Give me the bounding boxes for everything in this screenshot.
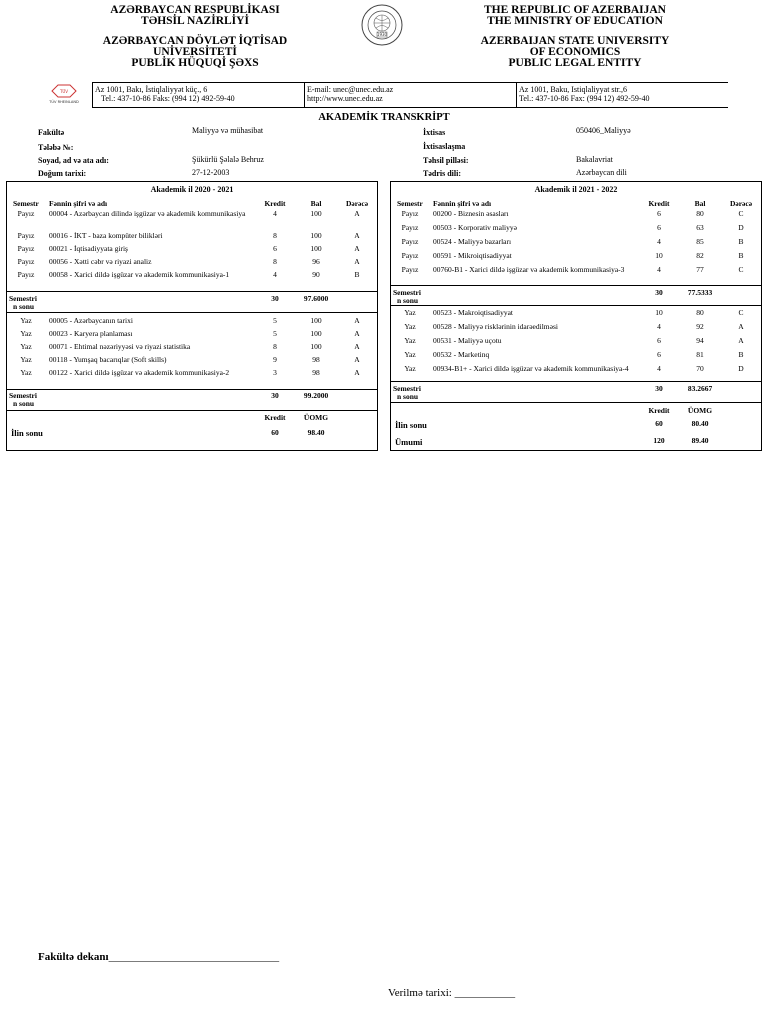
header-right-line: THE REPUBLIC OF AZERBAIJAN <box>483 4 666 16</box>
course-credit: 9 <box>273 355 277 364</box>
course-score: 80 <box>696 209 704 218</box>
header-left-line: TƏHSİL NAZİRLİYİ <box>141 15 249 27</box>
faculty-value: Maliyyə və mühasibat <box>192 126 264 135</box>
course-semester: Yaz <box>20 342 32 351</box>
course-semester: Yaz <box>20 329 32 338</box>
course-score: 96 <box>312 257 320 266</box>
sem1-total-credit: 30 <box>655 288 663 297</box>
course-name: 00591 - Mikroiqtisadiyyat <box>433 251 512 260</box>
course-score: 90 <box>312 270 320 279</box>
course-name: 00122 - Xarici dildə işgüzar və akademik kommunikasiya-2 <box>49 368 230 377</box>
course-name: 00934-B1+ - Xarici dildə işgüzar və akademik kommunikasiya-4 <box>433 364 629 373</box>
col-grade: Dərəcə <box>345 199 369 208</box>
header-right-line: THE MINISTRY OF EDUCATION <box>487 15 663 27</box>
specialty-label: İxtisas <box>423 128 446 137</box>
summary-credit-label: Kredit <box>264 413 286 422</box>
header-right-line: AZERBAIJAN STATE UNIVERSITY <box>480 35 670 47</box>
svg-text:TÜV: TÜV <box>59 89 69 94</box>
semester-end-label <box>393 385 421 401</box>
course-semester: Payız <box>17 231 35 240</box>
course-credit: 8 <box>273 342 277 351</box>
col-subject: Fənnin şifri və adı <box>433 199 492 208</box>
issue-date-line: ___________ <box>454 987 516 999</box>
semester-end-line: Semestri <box>393 384 421 393</box>
course-credit: 4 <box>657 322 661 331</box>
course-grade: C <box>738 265 744 274</box>
course-name: 00004 - Azərbaycan dilində işgüzar və akademik kommunikasiya <box>49 209 246 218</box>
row-divider <box>7 291 377 292</box>
course-semester: Payız <box>17 209 35 218</box>
course-name: 00531 - Maliyyə uçotu <box>433 336 502 345</box>
course-semester: Payız <box>17 270 35 279</box>
contact-col1 <box>95 85 235 103</box>
course-credit: 6 <box>273 244 277 253</box>
course-grade: A <box>354 257 360 266</box>
course-semester: Yaz <box>404 350 416 359</box>
course-grade: A <box>738 336 744 345</box>
course-score: 100 <box>310 231 322 240</box>
row-divider <box>391 305 761 306</box>
course-semester: Payız <box>17 244 35 253</box>
language-label: Tədris dili: <box>423 169 462 178</box>
course-name: 00503 - Korporativ maliyyə <box>433 223 517 232</box>
semester-end-line: Semestri <box>393 288 421 297</box>
sem2-total-credit: 30 <box>271 391 279 400</box>
course-credit: 6 <box>657 350 661 359</box>
name-value: Şükürlü Şəlalə Behruz <box>192 155 264 164</box>
course-name: 00523 - Makroiqtisadiyyat <box>433 308 513 317</box>
year-end-credit: 60 <box>271 428 279 437</box>
course-name: 00056 - Xətti cəbr və riyazi analiz <box>49 257 152 266</box>
course-semester: Yaz <box>20 316 32 325</box>
row-divider <box>7 389 377 390</box>
course-semester: Yaz <box>404 322 416 331</box>
specialty-value: 050406_Maliyyə <box>576 126 631 135</box>
website[interactable]: http://www.unec.edu.az <box>307 94 383 103</box>
header-right <box>455 5 695 69</box>
course-credit: 8 <box>273 257 277 266</box>
row-divider <box>391 381 761 382</box>
course-score: 100 <box>310 209 322 218</box>
year-end-label: İlin sonu <box>11 428 43 438</box>
course-grade: A <box>354 355 360 364</box>
course-credit: 10 <box>655 308 663 317</box>
year-end-gpa: 98.40 <box>307 428 325 437</box>
contact-top-line <box>92 82 728 83</box>
course-grade: A <box>354 244 360 253</box>
semester-end-line: n sonu <box>397 392 419 401</box>
course-grade: B <box>738 237 744 246</box>
birth-value: 27-12-2003 <box>192 168 230 177</box>
col-credit: Kredit <box>648 199 670 208</box>
course-grade: A <box>354 209 360 218</box>
dean-signature <box>38 951 279 963</box>
course-name: 00524 - Maliyyə bazarları <box>433 237 512 246</box>
course-grade: A <box>738 322 744 331</box>
course-grade: A <box>354 329 360 338</box>
sem2-total-credit: 30 <box>655 384 663 393</box>
sem1-total-score: 97.6000 <box>303 294 329 303</box>
logo-text: TÜV RHEINLAND <box>49 100 79 104</box>
course-score: 77 <box>696 265 704 274</box>
semester-end-label <box>393 289 421 305</box>
course-score: 80 <box>696 308 704 317</box>
course-score: 100 <box>310 316 322 325</box>
semester-end-line: n sonu <box>13 399 35 408</box>
dean-label: Fakültə dekanı <box>38 951 109 963</box>
name-label: Soyad, ad və ata adı: <box>38 156 109 165</box>
year-end-label: İlin sonu <box>395 420 427 430</box>
course-score: 63 <box>696 223 704 232</box>
course-name: 00528 - Maliyyə risklərinin idarəedilməsi <box>433 322 558 331</box>
course-score: 85 <box>696 237 704 246</box>
header-left <box>80 5 310 69</box>
header-right-line: OF ECONOMICS <box>529 46 621 58</box>
academic-year-title: Akademik il 2020 - 2021 <box>150 185 234 194</box>
sem1-total-score: 77.5333 <box>687 288 713 297</box>
course-score: 92 <box>696 322 704 331</box>
level-value: Bakalavriat <box>576 155 613 164</box>
course-grade: A <box>354 231 360 240</box>
header-left-line: UNİVERSİTETİ <box>153 46 237 58</box>
course-semester: Payız <box>401 223 419 232</box>
document-title: AKADEMİK TRANSKRİPT <box>318 112 450 123</box>
course-name: 00016 - İKT - baza kompüter bilikləri <box>49 231 163 240</box>
course-semester: Yaz <box>404 364 416 373</box>
course-semester: Payız <box>17 257 35 266</box>
course-score: 98 <box>312 355 320 364</box>
course-credit: 6 <box>657 223 661 232</box>
contact-divider <box>92 82 93 108</box>
semester-end-label <box>9 295 37 311</box>
university-seal <box>351 4 413 46</box>
course-semester: Payız <box>401 251 419 260</box>
semester-end-label <box>9 392 37 408</box>
contact-bottom-line <box>92 107 728 108</box>
course-semester: Yaz <box>20 368 32 377</box>
birth-label: Doğum tarixi: <box>38 169 87 178</box>
semester-end-line: Semestri <box>9 294 37 303</box>
course-semester: Yaz <box>20 355 32 364</box>
faculty-label: Fakültə <box>38 128 65 137</box>
phone-az: Tel.: 437-10-86 Faks: (994 12) 492-59-40 <box>101 94 235 103</box>
total-gpa: 89.40 <box>691 436 709 445</box>
header-right-line: PUBLIC LEGAL ENTITY <box>508 57 642 69</box>
seal-year: 1930 <box>376 32 388 38</box>
contact-col3 <box>519 85 650 103</box>
col-grade: Dərəcə <box>729 199 753 208</box>
course-score: 70 <box>696 364 704 373</box>
course-name: 00200 - Biznesin əsasları <box>433 209 509 218</box>
contact-col2 <box>307 85 393 103</box>
panel-2020-2021 <box>6 181 378 451</box>
course-grade: A <box>354 368 360 377</box>
academic-year-title: Akademik il 2021 - 2022 <box>534 185 618 194</box>
course-credit: 4 <box>273 209 277 218</box>
col-subject: Fənnin şifri və adı <box>49 199 108 208</box>
specialization-label: İxtisaslaşma <box>423 142 466 151</box>
col-score: Bal <box>694 199 706 208</box>
course-score: 100 <box>310 342 322 351</box>
certification-logo <box>38 83 90 107</box>
row-divider <box>391 402 761 403</box>
panel-2021-2022 <box>390 181 762 451</box>
course-score: 94 <box>696 336 704 345</box>
sem2-total-score: 83.2667 <box>687 384 713 393</box>
course-semester: Payız <box>401 209 419 218</box>
summary-gpa-label: ÜOMG <box>687 406 713 415</box>
course-semester: Yaz <box>404 308 416 317</box>
address-az: Az 1001, Bakı, İstiqlaliyyət küç., 6 <box>95 85 208 94</box>
summary-gpa-label: ÜOMG <box>303 413 329 422</box>
course-score: 82 <box>696 251 704 260</box>
language-value: Azərbaycan dili <box>576 168 627 177</box>
course-name: 00532 - Marketinq <box>433 350 490 359</box>
course-credit: 5 <box>273 329 277 338</box>
semester-end-line: n sonu <box>397 296 419 305</box>
course-credit: 8 <box>273 231 277 240</box>
course-grade: C <box>738 308 744 317</box>
issue-date <box>388 987 515 999</box>
course-credit: 4 <box>273 270 277 279</box>
email[interactable]: E-mail: unec@unec.edu.az <box>307 85 394 94</box>
course-score: 100 <box>310 329 322 338</box>
course-semester: Payız <box>401 237 419 246</box>
sem1-total-credit: 30 <box>271 294 279 303</box>
course-score: 100 <box>310 244 322 253</box>
header-left-line: AZƏRBAYCAN RESPUBLİKASI <box>110 4 280 16</box>
year-end-gpa: 80.40 <box>691 419 709 428</box>
header-left-line: AZƏRBAYCAN DÖVLƏT İQTİSAD <box>102 35 288 47</box>
year-end-credit: 60 <box>655 419 663 428</box>
course-grade: D <box>738 223 744 232</box>
course-name: 00118 - Yumşaq bacarıqlar (Soft skills) <box>49 355 167 364</box>
student-no-label: Tələbə №: <box>38 143 74 152</box>
total-label: Ümumi <box>395 437 423 447</box>
course-score: 98 <box>312 368 320 377</box>
contact-divider <box>516 82 517 108</box>
course-credit: 4 <box>657 237 661 246</box>
col-semester: Semestr <box>397 199 423 208</box>
course-score: 81 <box>696 350 704 359</box>
course-grade: B <box>738 350 744 359</box>
course-name: 00071 - Ehtimal nəzəriyyəsi və riyazi statistika <box>49 342 191 351</box>
course-credit: 6 <box>657 336 661 345</box>
dean-signature-line: _______________________________ <box>108 951 280 963</box>
course-name: 00760-B1 - Xarici dildə işgüzar və akademik kommunikasiya-3 <box>433 265 625 274</box>
course-name: 00021 - İqtisadiyyata giriş <box>49 244 128 253</box>
sem2-total-score: 99.2000 <box>303 391 329 400</box>
semester-end-line: n sonu <box>13 302 35 311</box>
course-name: 00005 - Azərbaycanın tarixi <box>49 316 133 325</box>
course-grade: B <box>354 270 360 279</box>
course-credit: 4 <box>657 364 661 373</box>
course-credit: 10 <box>655 251 663 260</box>
row-divider <box>391 285 761 286</box>
course-grade: A <box>354 316 360 325</box>
course-grade: A <box>354 342 360 351</box>
issue-date-label: Verilmə tarixi: <box>388 987 452 999</box>
course-credit: 3 <box>273 368 277 377</box>
course-credit: 6 <box>657 209 661 218</box>
course-grade: B <box>738 251 744 260</box>
col-credit: Kredit <box>264 199 286 208</box>
semester-end-line: Semestri <box>9 391 37 400</box>
course-grade: D <box>738 364 744 373</box>
level-label: Təhsil pilləsi: <box>423 156 469 165</box>
row-divider <box>7 410 377 411</box>
phone-en: Tel.: 437-10-86 Fax: (994 12) 492-59-40 <box>519 94 650 103</box>
course-credit: 5 <box>273 316 277 325</box>
col-semester: Semestr <box>13 199 39 208</box>
summary-credit-label: Kredit <box>648 406 670 415</box>
course-credit: 4 <box>657 265 661 274</box>
total-credit: 120 <box>653 436 665 445</box>
header-left-line: PUBLİK HÜQUQİ ŞƏXS <box>131 57 259 69</box>
course-name: 00023 - Karyera planlaması <box>49 329 133 338</box>
course-grade: C <box>738 209 744 218</box>
contact-divider <box>304 82 305 108</box>
col-score: Bal <box>310 199 322 208</box>
address-en: Az 1001, Baku, Istiqlaliyyat str.,6 <box>519 85 627 94</box>
row-divider <box>7 312 377 313</box>
course-semester: Payız <box>401 265 419 274</box>
course-semester: Yaz <box>404 336 416 345</box>
course-name: 00058 - Xarici dildə işgüzar və akademik kommunikasiya-1 <box>49 270 230 279</box>
